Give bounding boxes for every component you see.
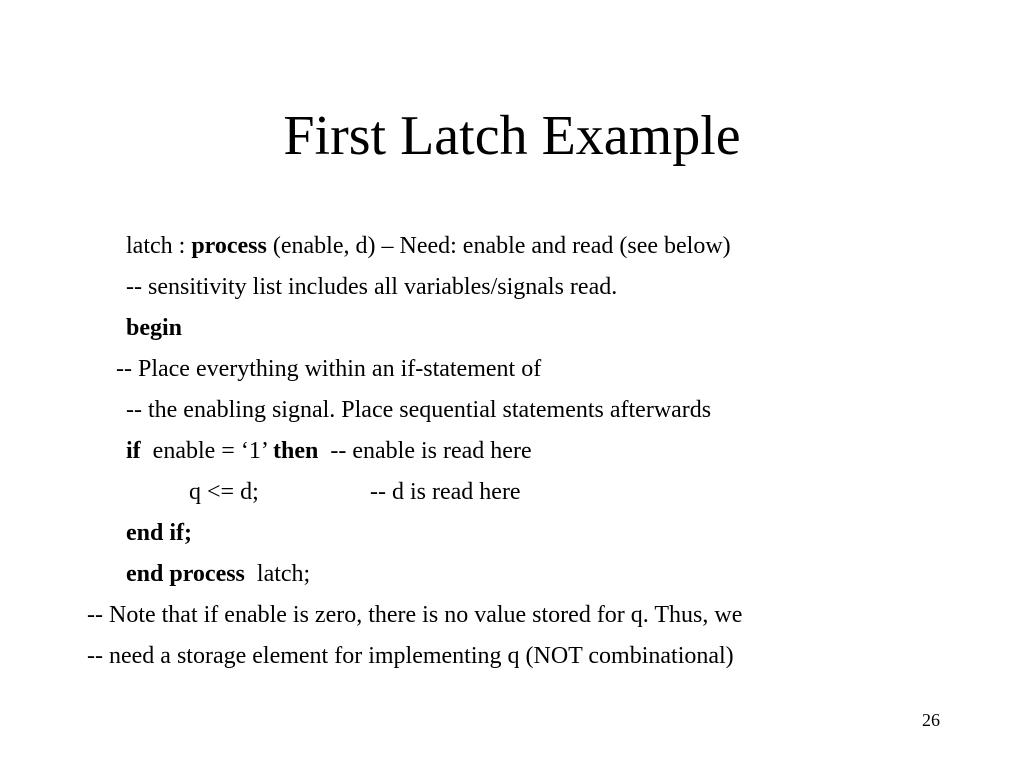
keyword-then: then — [273, 438, 319, 464]
page-number: 26 — [922, 710, 940, 730]
code-comment-enable-read: -- enable is read here — [318, 438, 532, 464]
keyword-begin: begin — [126, 315, 183, 341]
note-line-2: -- need a storage element for implementing q (NOT combinational) — [87, 643, 734, 669]
code-text: (enable, d) – Need: enable and read (see below) — [266, 233, 731, 259]
keyword-process: process — [191, 233, 267, 259]
note-line-1: -- Note that if enable is zero, there is no value stored for q. Thus, we — [87, 602, 743, 628]
keyword-end-if: end if; — [126, 520, 192, 546]
code-comment-place-everything: -- Place everything within an if-statement of — [116, 356, 542, 382]
slide-title: First Latch Example — [283, 105, 741, 167]
code-line-if-statement — [126, 437, 532, 465]
code-assignment-statement: q <= d; — [189, 479, 259, 505]
keyword-end-process: end process — [126, 561, 245, 587]
code-line-process-header — [126, 232, 731, 260]
code-comment-enabling-signal: -- the enabling signal. Place sequential statements afterwards — [126, 397, 712, 423]
code-comment-sensitivity: -- sensitivity list includes all variables/signals read. — [126, 274, 618, 300]
code-text: latch; — [244, 561, 311, 587]
if-condition: enable = ‘1’ — [140, 438, 274, 464]
keyword-if: if — [126, 438, 141, 464]
code-comment-d-read: -- d is read here — [370, 479, 521, 505]
code-line-end-process — [126, 560, 310, 588]
code-text: latch : — [126, 233, 192, 259]
